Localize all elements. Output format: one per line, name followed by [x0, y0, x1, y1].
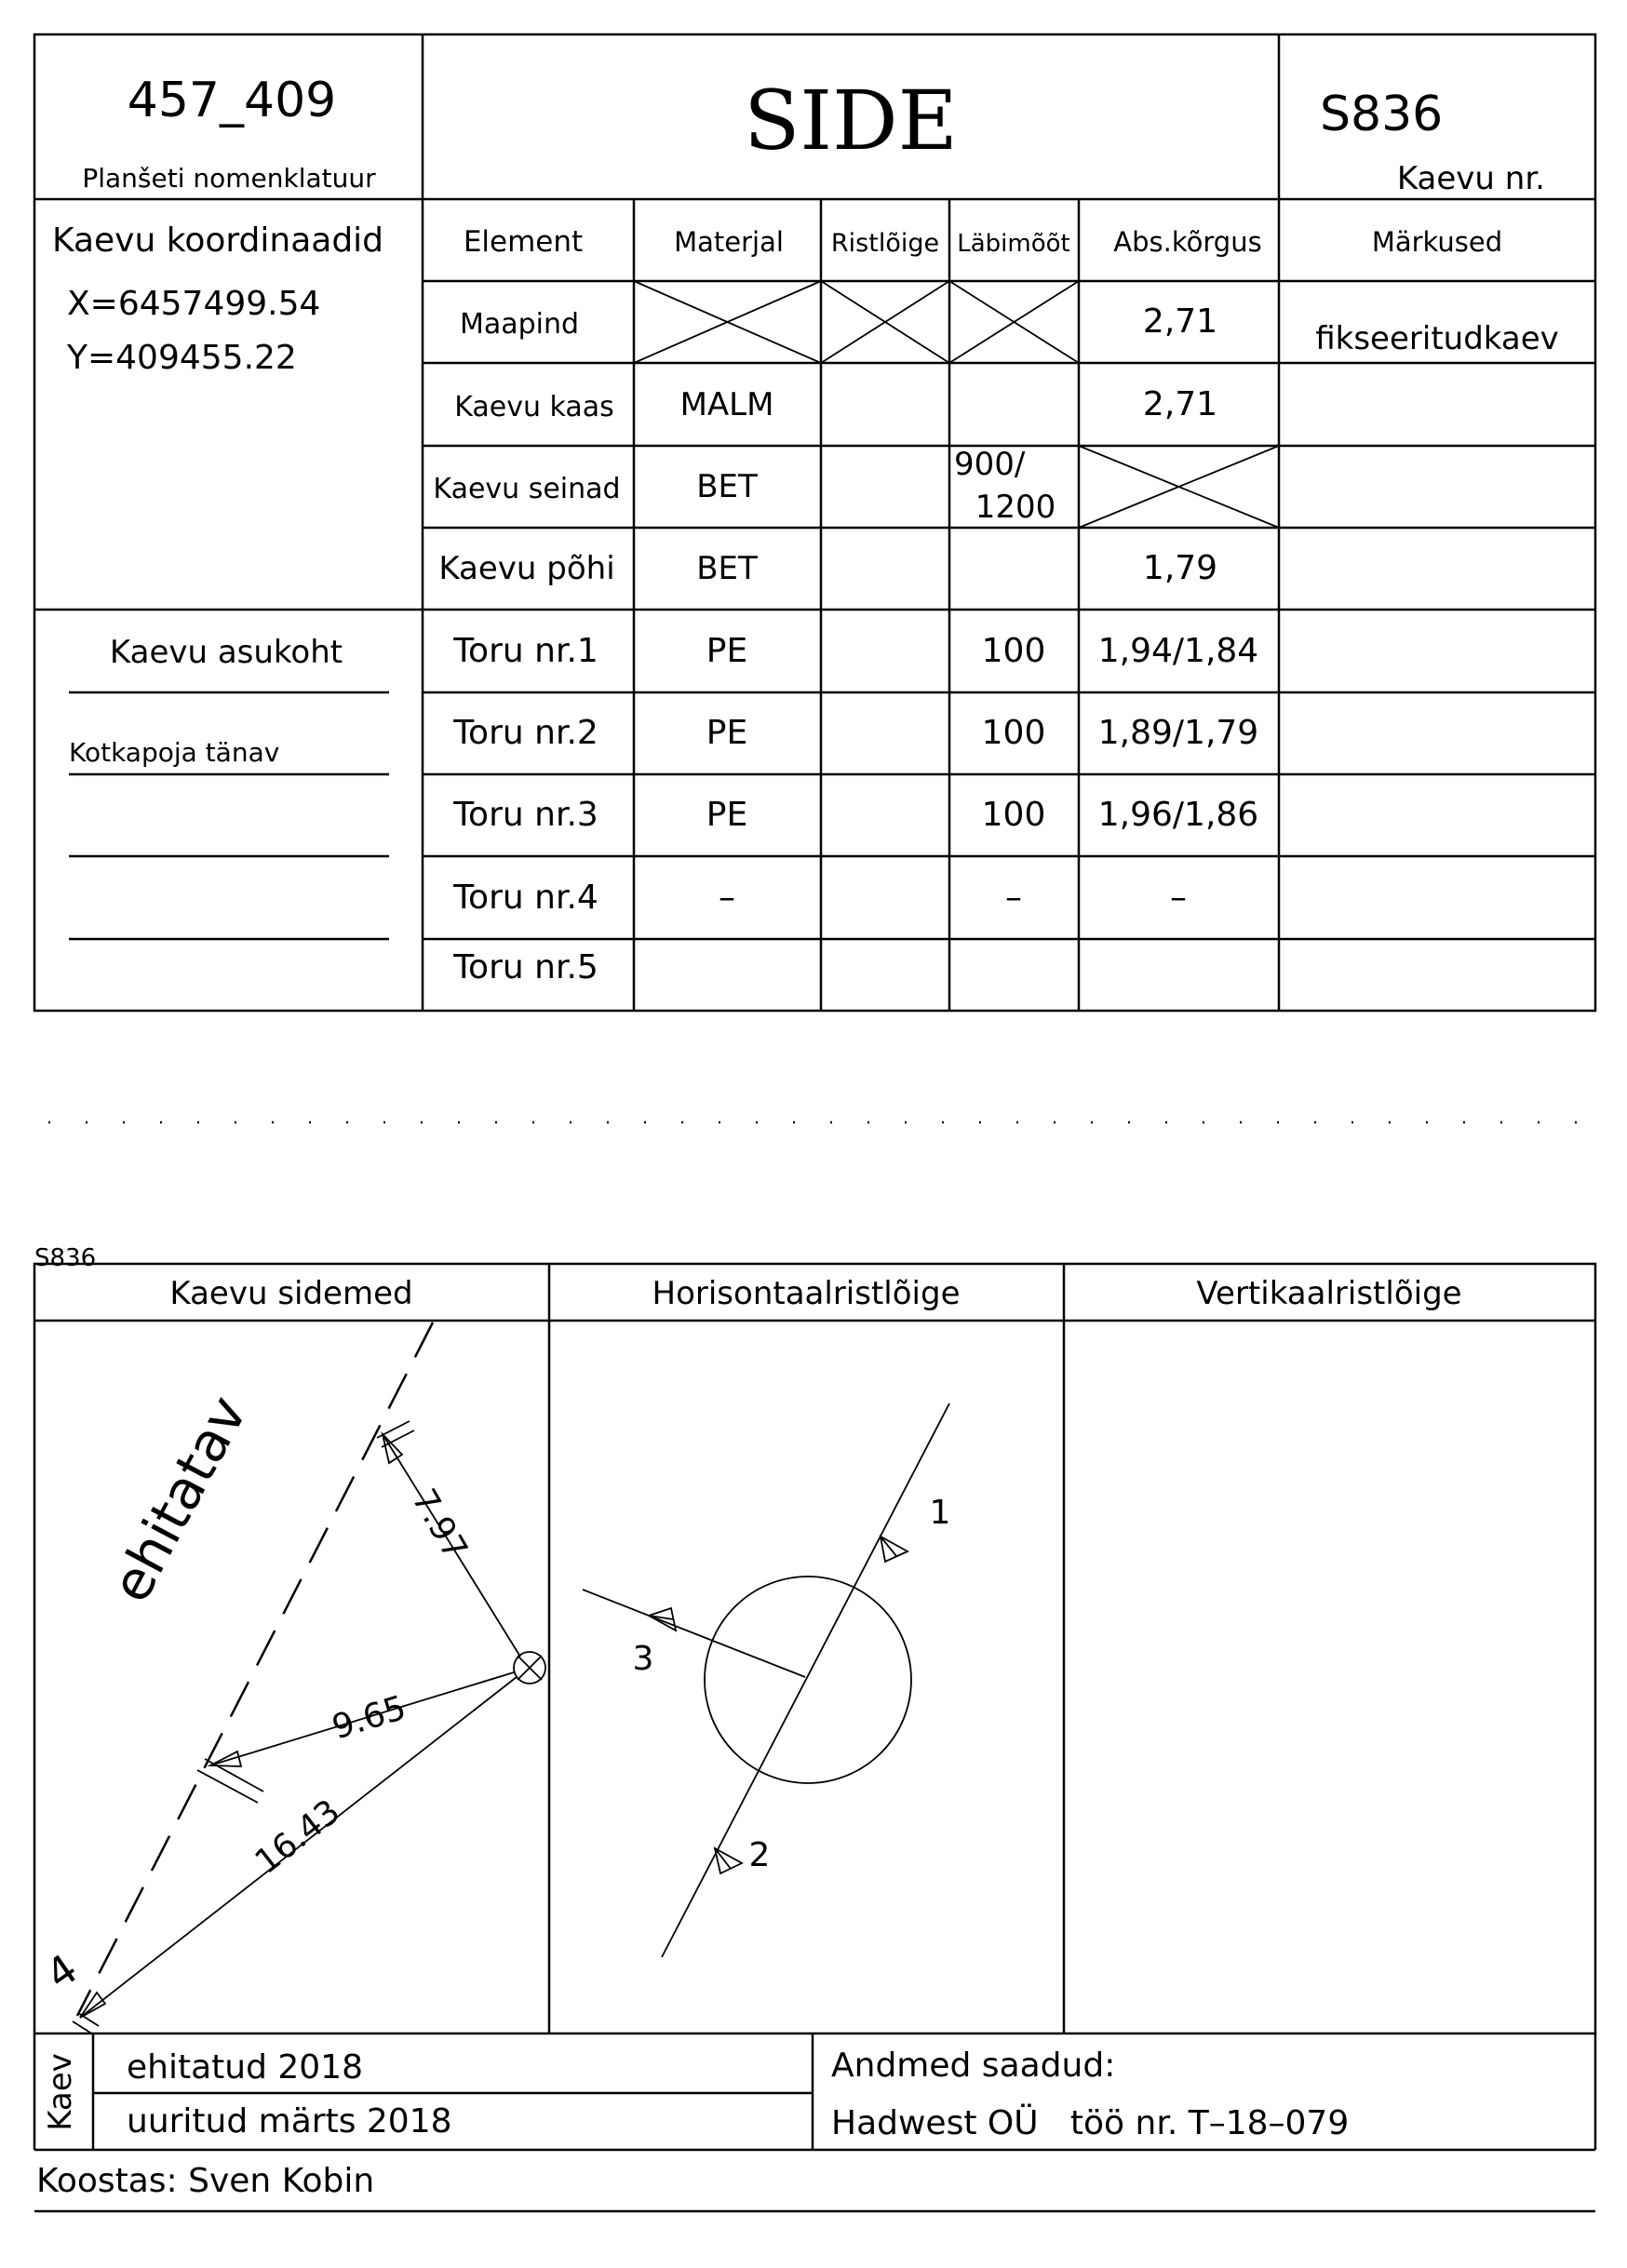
panel-title-vertical: Vertikaalristlõige	[1196, 1275, 1462, 1312]
footer-surveyed: uuritud märts 2018	[127, 2102, 452, 2141]
footer-author: Koostas: Sven Kobin	[36, 2162, 375, 2200]
dimension-label: 7.97	[404, 1483, 475, 1567]
road-line	[77, 1322, 433, 2016]
footer-data-source-label: Andmed saadud:	[831, 2047, 1116, 2085]
plan-number: 457_409	[127, 73, 337, 128]
column-header: Abs.kõrgus	[1113, 226, 1262, 258]
column-header: Element	[463, 225, 584, 259]
row-element: Toru nr.4	[453, 879, 598, 917]
row-diameter: 100	[981, 714, 1046, 752]
well-circle	[705, 1577, 911, 1783]
table-row	[452, 948, 598, 986]
table-header-row	[464, 225, 1502, 259]
page-title: SIDE	[744, 73, 958, 168]
row-element: Toru nr.2	[453, 714, 598, 752]
location-heading: Kaevu asukoht	[109, 634, 343, 671]
dimension-label: 9.65	[328, 1688, 410, 1748]
coordinate-x: X=6457499.54	[67, 285, 321, 323]
row-element: Kaevu põhi	[438, 550, 615, 587]
table-row	[438, 549, 1217, 587]
connections-sketch	[38, 1322, 545, 2034]
row-material: PE	[706, 714, 748, 752]
row-abs: –	[1170, 879, 1187, 917]
horizontal-section-sketch	[583, 1403, 950, 1957]
sketch-frame	[34, 1264, 1595, 2033]
row-diameter: 1200	[975, 489, 1056, 526]
point-label: 4	[37, 1945, 87, 2000]
coordinates-heading: Kaevu koordinaadid	[52, 221, 384, 260]
dimension-label: 16.43	[248, 1792, 348, 1882]
table-row	[452, 714, 1258, 752]
row-diameter: 100	[981, 632, 1046, 670]
row-element: Toru nr.1	[453, 632, 598, 670]
road-label: ehitatav	[99, 1385, 260, 1613]
row-abs: 2,71	[1142, 302, 1218, 341]
row-abs: 1,79	[1142, 549, 1218, 587]
row-diameter: 900/	[954, 446, 1026, 483]
column-header: Ristlõige	[830, 229, 940, 258]
row-element: Toru nr.3	[453, 796, 598, 834]
table-row	[452, 879, 1187, 917]
pipe-arrow	[715, 1848, 742, 1873]
row-element: Kaevu kaas	[454, 391, 614, 423]
row-element: Maapind	[459, 308, 580, 341]
row-element: Kaevu seinad	[433, 473, 621, 505]
row-abs: 1,89/1,79	[1097, 714, 1259, 752]
row-diameter: 100	[981, 796, 1046, 834]
well-number: S836	[1320, 87, 1444, 142]
location-street: Kotkapoja tänav	[69, 737, 280, 768]
footer-built: ehitatud 2018	[127, 2048, 363, 2087]
well-caption: Kaevu nr.	[1396, 160, 1545, 197]
row-abs: 2,71	[1142, 385, 1218, 423]
row-material: MALM	[679, 386, 774, 423]
row-material: PE	[706, 796, 748, 834]
sketch-well-label: S836	[34, 1244, 97, 1272]
row-remarks: fikseeritudkaev	[1315, 320, 1559, 357]
footer-data-source: Hadwest OÜ töö nr. T–18–079	[831, 2104, 1350, 2142]
column-header: Märkused	[1371, 226, 1503, 258]
table-row	[433, 446, 1056, 526]
row-diameter: –	[1005, 879, 1022, 917]
row-material: BET	[696, 468, 758, 505]
row-abs: 1,94/1,84	[1097, 632, 1259, 670]
table-row	[452, 796, 1258, 834]
row-element: Toru nr.5	[453, 948, 598, 986]
row-material: PE	[706, 632, 748, 670]
pipe-label: 2	[748, 1836, 771, 1874]
panel-title-horizontal: Horisontaalristlõige	[652, 1275, 961, 1312]
table-row	[452, 632, 1258, 670]
table-row	[454, 385, 1217, 423]
panel-title-connections: Kaevu sidemed	[169, 1275, 413, 1312]
pipe-label: 3	[632, 1640, 654, 1678]
footer-side-label: Kaev	[42, 2053, 79, 2131]
row-material: BET	[696, 550, 758, 587]
plan-caption: Planšeti nomenklatuur	[82, 163, 376, 194]
coordinate-y: Y=409455.22	[67, 339, 297, 377]
pipe-label: 1	[929, 1494, 951, 1532]
column-header: Läbimõõt	[957, 230, 1070, 258]
row-abs: 1,96/1,86	[1097, 796, 1259, 834]
row-material: –	[719, 879, 735, 917]
table-row	[460, 302, 1559, 357]
pipe-line	[583, 1590, 805, 1677]
column-header: Materjal	[674, 226, 784, 258]
